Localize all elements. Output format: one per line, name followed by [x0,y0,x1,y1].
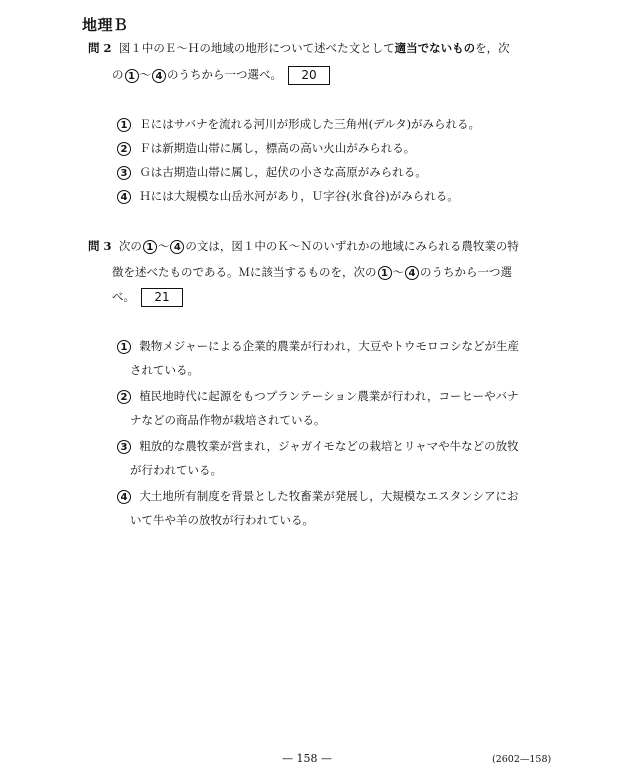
page-code: (2602—158) [492,754,552,765]
q2-line-1: 問 2 図１中のＥ～Ｈの地域の地形について述べた文として適当でないものを，次 [88,41,510,55]
q3-line-3: べ。 21 [112,288,183,307]
q3-option-4-cont: いて牛や羊の放牧が行われている。 [130,513,314,527]
circled-number: 4 [152,69,166,83]
q3-line-1: 問 3 次の 1 ～ 4 の文は，図１中のＫ～Ｎのいずれかの地域にみられる農牧業の特 [88,239,519,253]
circled-number: 4 [405,266,419,280]
q3-option-3-cont: が行われている。 [130,463,222,477]
circled-number: 1 [378,266,392,280]
q3-label: 問 3 [88,239,112,253]
q2-option-3[interactable]: 3 Ｇは古期造山帯に属し，起伏の小さな高原がみられる。 [116,164,427,180]
q3-line-2: 徴を述べたものである。Ｍに該当するものを，次の 1 ～ 4 のうちから一つ選 [112,265,512,279]
q2-emphasis: 適当でないもの [394,41,476,55]
q2-option-4[interactable]: 4 Ｈには大規模な山岳氷河があり，Ｕ字谷(氷食谷)がみられる。 [116,188,459,204]
q2-option-2[interactable]: 2 Ｆは新期造山帯に属し，標高の高い火山がみられる。 [116,140,415,156]
q3-option-1-cont: されている。 [130,363,199,377]
q3-option-1[interactable]: 1 穀物メジャーによる企業的農業が行われ，大豆やトウモロコシなどが生産 [116,338,519,354]
circled-number: 4 [170,240,184,254]
q2-line-2: の 1 ～ 4 のうちから一つ選べ。 20 [112,66,330,85]
circled-number: 1 [143,240,157,254]
answer-box-20[interactable]: 20 [288,66,330,85]
circled-number: 1 [125,69,139,83]
answer-box-21[interactable]: 21 [141,288,183,307]
q3-option-4[interactable]: 4 大土地所有制度を背景とした牧畜業が発展し，大規模なエスタンシアにお [116,488,519,504]
q2-label: 問 2 [88,41,112,55]
subject-heading: 地理Ｂ [82,16,129,34]
page-number: — 158 — [282,752,332,765]
q3-option-2-cont: ナなどの商品作物が栽培されている。 [130,413,326,427]
q3-option-2[interactable]: 2 植民地時代に起源をもつプランテーション農業が行われ，コーヒーやバナ [116,388,519,404]
q2-option-1[interactable]: 1 Ｅにはサバナを流れる河川が形成した三角州(デルタ)がみられる。 [116,116,480,132]
q3-option-3[interactable]: 3 粗放的な農牧業が営まれ，ジャガイモなどの栽培とリャマや牛などの放牧 [116,438,519,454]
